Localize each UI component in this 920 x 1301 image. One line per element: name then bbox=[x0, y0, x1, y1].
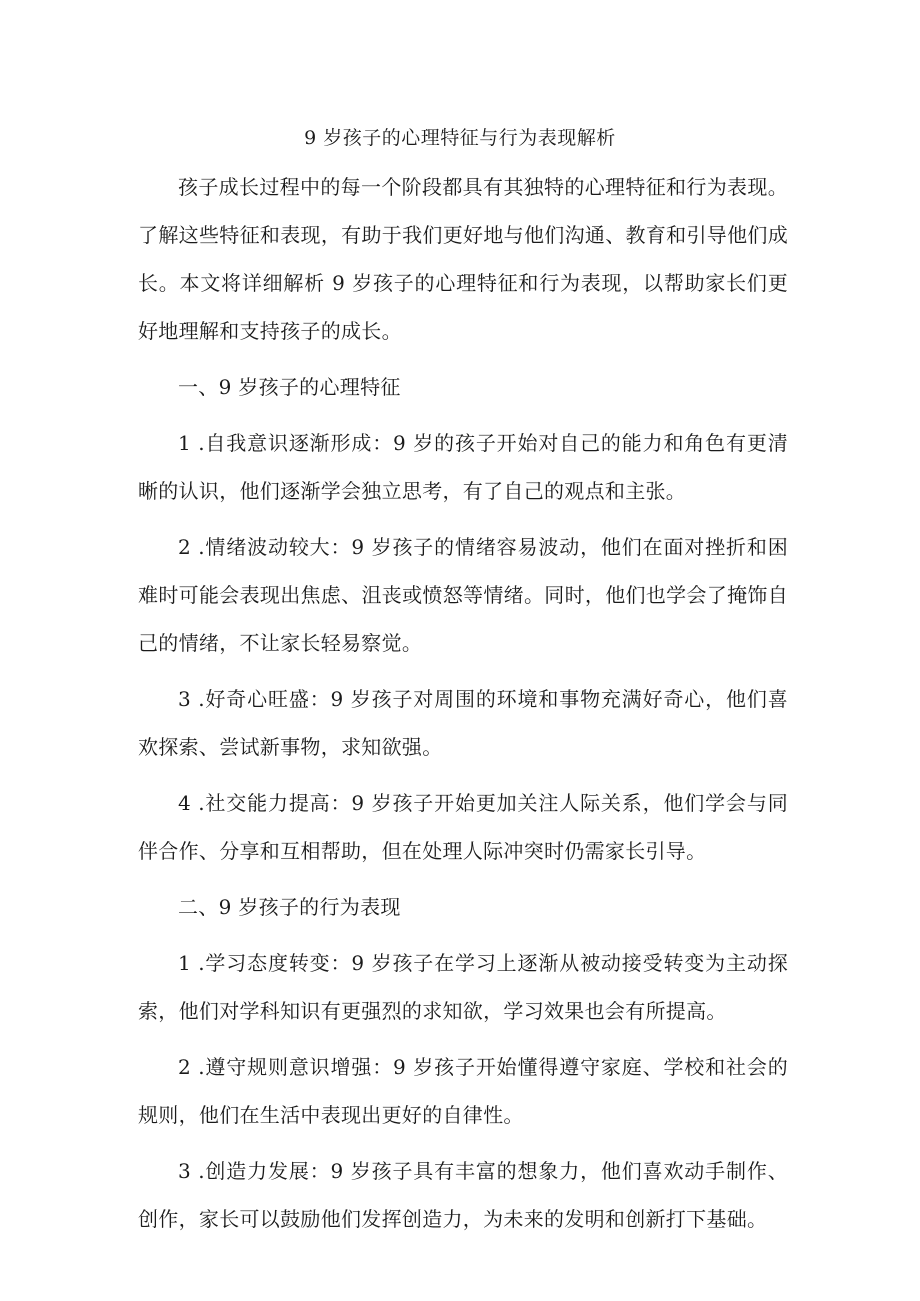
behavior-item-1: 1 .学习态度转变：9 岁孩子在学习上逐渐从被动接受转变为主动探索，他们对学科知识有更强烈的求知欲，学习效果也会有所提高。 bbox=[138, 951, 788, 1023]
section-heading-psychology: 一、9 岁孩子的心理特征 bbox=[178, 375, 401, 399]
behavior-item-3: 3 .创造力发展：9 岁孩子具有丰富的想象力，他们喜欢动手制作、创作，家长可以鼓励他们发挥创造力，为未来的发明和创新打下基础。 bbox=[138, 1159, 788, 1231]
section-heading-behavior: 二、9 岁孩子的行为表现 bbox=[178, 895, 401, 919]
document-body bbox=[138, 163, 788, 1251]
psychology-item-2: 2 .情绪波动较大：9 岁孩子的情绪容易波动，他们在面对挫折和困难时可能会表现出焦虑、沮丧或愤怒等情绪。同时，他们也学会了掩饰自己的情绪，不让家长轻易察觉。 bbox=[138, 535, 788, 655]
intro-paragraph: 孩子成长过程中的每一个阶段都具有其独特的心理特征和行为表现。了解这些特征和表现，有助于我们更好地与他们沟通、教育和引导他们成长。本文将详细解析 9 岁孩子的心理特征和行为表现，以帮助家长们更好地理解和支持孩子的成长。 bbox=[138, 175, 788, 343]
document-title: 9 岁孩子的心理特征与行为表现解析 bbox=[304, 127, 616, 149]
psychology-item-3: 3 .好奇心旺盛：9 岁孩子对周围的环境和事物充满好奇心，他们喜欢探索、尝试新事物，求知欲强。 bbox=[138, 687, 788, 759]
psychology-item-1: 1 .自我意识逐渐形成：9 岁的孩子开始对自己的能力和角色有更清晰的认识，他们逐渐学会独立思考，有了自己的观点和主张。 bbox=[138, 431, 788, 503]
behavior-item-2: 2 .遵守规则意识增强：9 岁孩子开始懂得遵守家庭、学校和社会的规则，他们在生活中表现出更好的自律性。 bbox=[138, 1055, 788, 1127]
psychology-item-4: 4 .社交能力提高：9 岁孩子开始更加关注人际关系，他们学会与同伴合作、分享和互相帮助，但在处理人际冲突时仍需家长引导。 bbox=[138, 791, 788, 863]
